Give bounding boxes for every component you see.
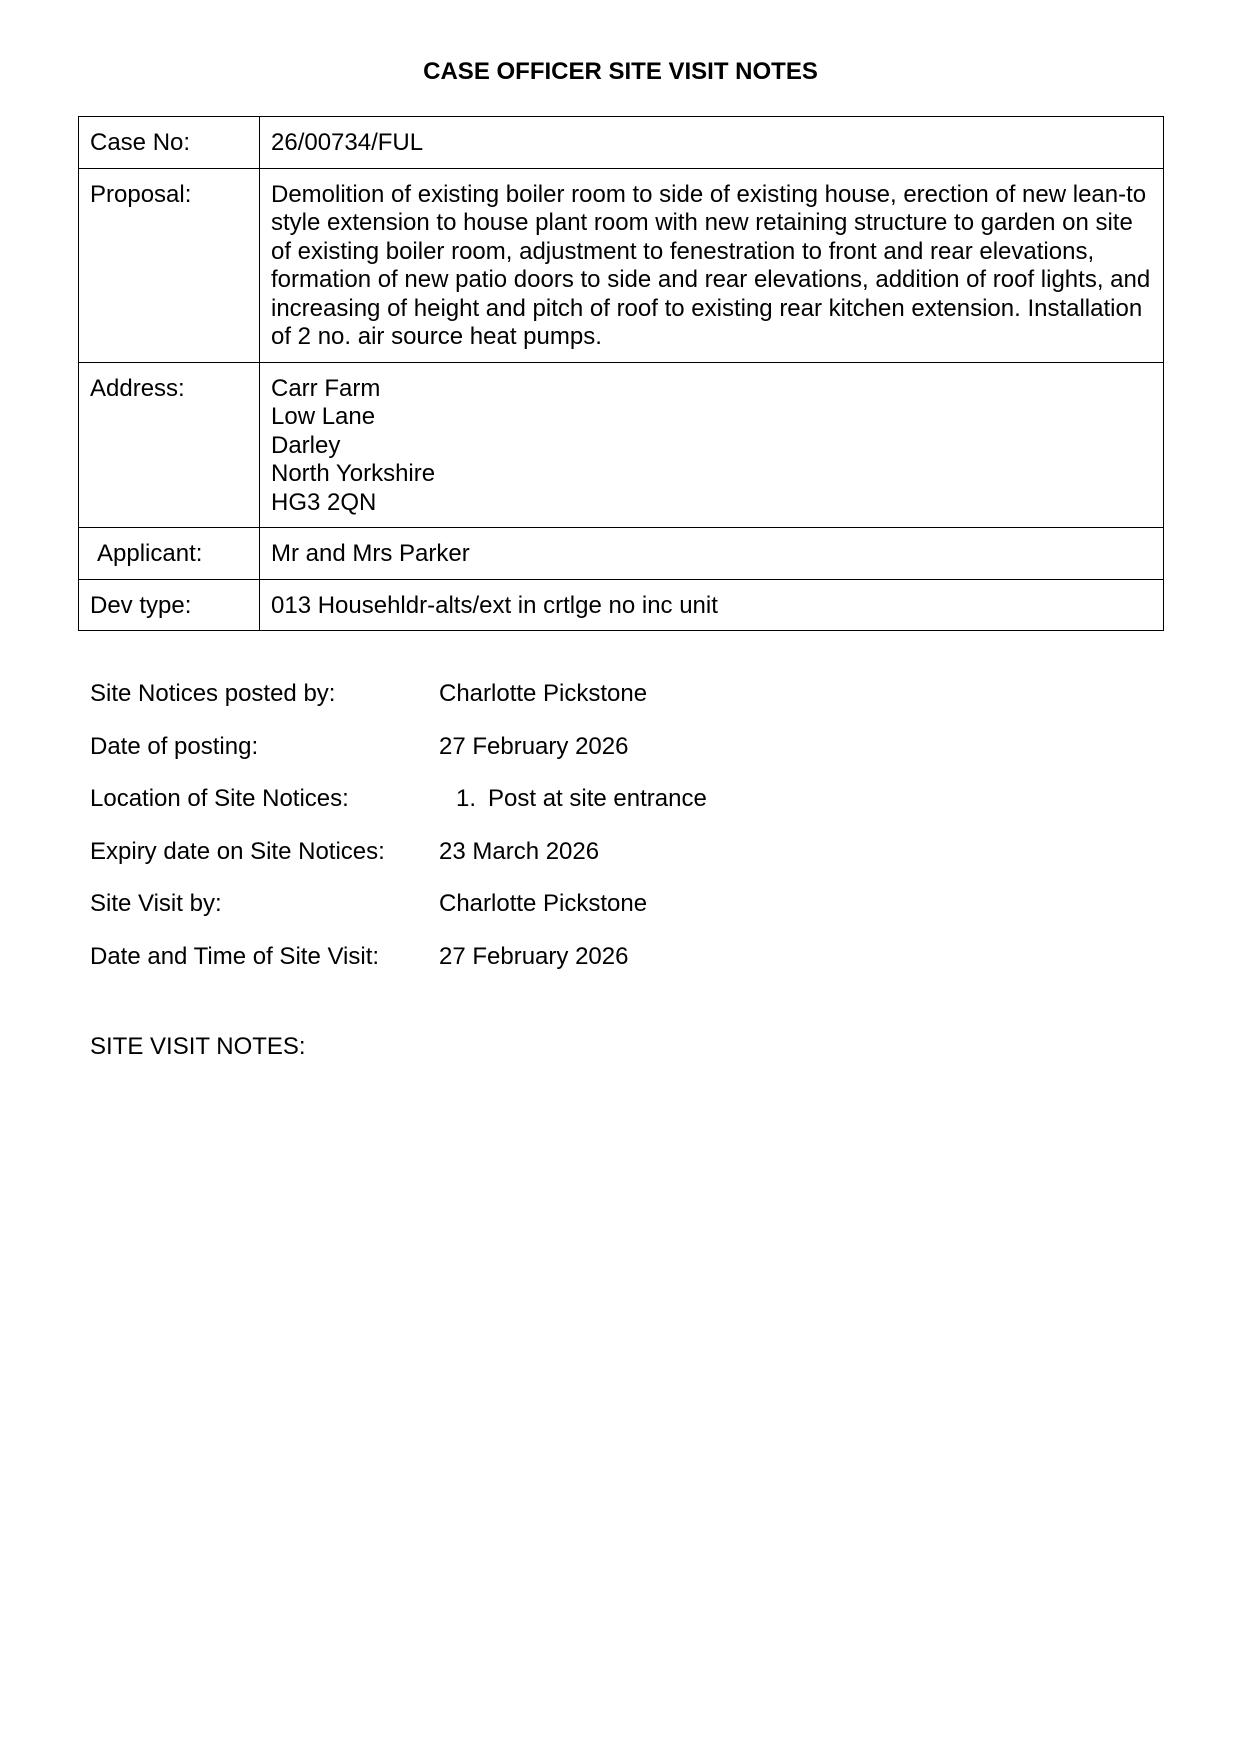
- address-row: [79, 362, 1164, 528]
- visit-by-value: Charlotte Pickstone: [439, 890, 648, 917]
- address-line: HG3 2QN: [271, 488, 377, 516]
- notice-location-row: [90, 785, 707, 838]
- dev-type-label: Dev type:: [79, 579, 260, 631]
- site-notice-details: [90, 680, 707, 995]
- dev-type-row: [79, 579, 1164, 631]
- visit-datetime-row: [90, 943, 707, 996]
- proposal-value: Demolition of existing boiler room to side of existing house, erection of new lean-to style extension to house plant room with new retaining structure to garden on site of existing boiler room, adjustment to fenestration to front and rear elevations, formation of new patio doors to side and rear elevations, addition of roof lights, and increasing of height and pitch of roof to existing rear kitchen extension. Installation of 2 no. air source heat pumps.: [260, 168, 1164, 362]
- notice-location-label: Location of Site Notices:: [90, 785, 349, 812]
- visit-by-row: [90, 890, 707, 943]
- proposal-label: Proposal:: [79, 168, 260, 362]
- list-item-number: 1.: [455, 785, 476, 812]
- date-of-posting-row: [90, 733, 707, 786]
- proposal-row: [79, 168, 1164, 362]
- visit-datetime-label: Date and Time of Site Visit:: [90, 942, 380, 970]
- expiry-date-value: 23 March 2026: [439, 837, 600, 865]
- address-line: North Yorkshire: [271, 460, 436, 487]
- expiry-date-row: [90, 838, 707, 891]
- date-of-posting-label: Date of posting:: [90, 732, 259, 760]
- posted-by-row: [90, 680, 707, 733]
- expiry-date-label: Expiry date on Site Notices:: [90, 837, 385, 865]
- case-number-row: [79, 117, 1164, 169]
- page-title: CASE OFFICER SITE VISIT NOTES: [423, 58, 818, 85]
- address-line: Carr Farm: [271, 374, 381, 402]
- site-visit-notes-heading: SITE VISIT NOTES:: [90, 1033, 306, 1060]
- address-value: [260, 362, 1164, 528]
- visit-datetime-value: 27 February 2026: [439, 942, 629, 970]
- address-line: Darley: [271, 431, 341, 459]
- case-details-table: [78, 116, 1164, 631]
- applicant-value: Mr and Mrs Parker: [260, 528, 1164, 580]
- case-number-value: 26/00734/FUL: [260, 117, 1164, 169]
- applicant-label: Applicant:: [79, 528, 260, 580]
- list-item: [439, 785, 707, 813]
- applicant-row: [79, 528, 1164, 580]
- notice-location-value: [439, 785, 707, 813]
- address-line: Low Lane: [271, 403, 376, 430]
- visit-by-label: Site Visit by:: [90, 890, 222, 917]
- notice-location-list: [439, 785, 707, 813]
- case-number-label: Case No:: [79, 117, 260, 169]
- list-item-text: Post at site entrance: [488, 785, 707, 812]
- date-of-posting-value: 27 February 2026: [439, 732, 629, 760]
- posted-by-value: Charlotte Pickstone: [439, 680, 648, 707]
- dev-type-value: 013 Househldr-alts/ext in crtlge no inc unit: [260, 579, 1164, 631]
- posted-by-label: Site Notices posted by:: [90, 680, 336, 707]
- address-label: Address:: [79, 362, 260, 528]
